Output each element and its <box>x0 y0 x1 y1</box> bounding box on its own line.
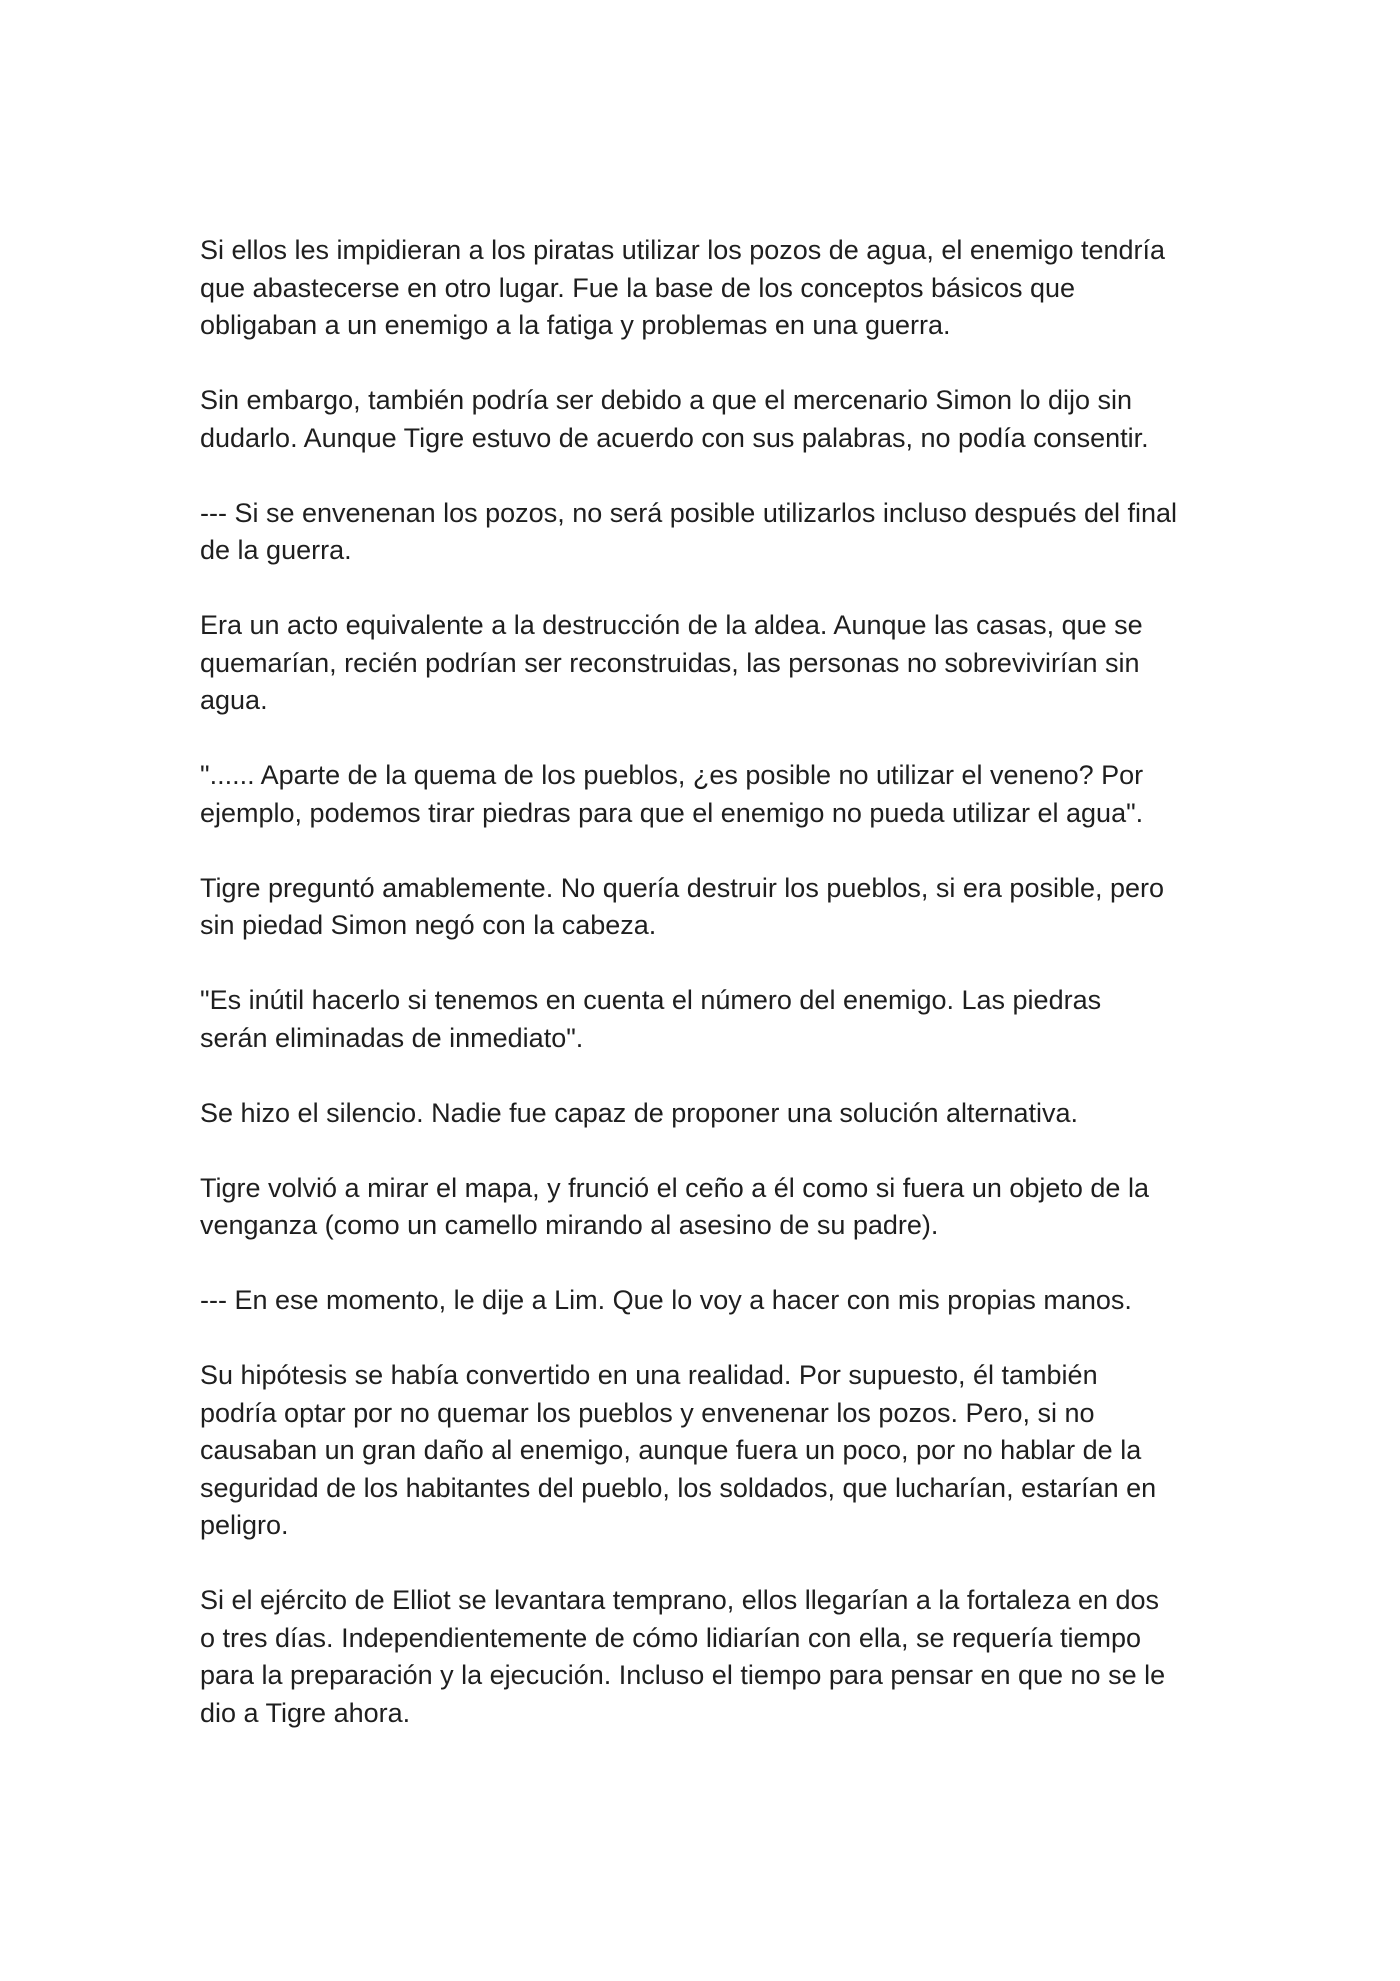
text-line: seguridad de los habitantes del pueblo, los soldados, que lucharían, estarían en <box>200 1472 1157 1503</box>
text-line: Su hipótesis se había convertido en una realidad. Por supuesto, él también <box>200 1360 1098 1390</box>
text-line: sin piedad Simon negó con la cabeza. <box>200 910 657 940</box>
text-line: obligaban a un enemigo a la fatiga y problemas en una guerra. <box>200 310 951 340</box>
text-line: serán eliminadas de inmediato". <box>200 1022 584 1053</box>
text-line: dio a Tigre ahora. <box>200 1697 411 1728</box>
text-line: "Es inútil hacerlo si tenemos en cuenta el número del enemigo. Las piedras <box>200 985 1102 1015</box>
text-line: peligro. <box>200 1510 289 1540</box>
text-line: Si el ejército de Elliot se levantara temprano, ellos llegarían a la fortaleza en dos <box>200 1585 1160 1615</box>
text-line: --- En ese momento, le dije a Lim. Que lo voy a hacer con mis propias manos. <box>200 1285 1132 1315</box>
paragraph <box>200 1095 1210 1133</box>
document-body <box>200 232 1210 1770</box>
text-line: agua. <box>200 685 268 715</box>
text-line: venganza (como un camello mirando al asesino de su padre). <box>200 1210 939 1240</box>
paragraph <box>200 1282 1210 1320</box>
text-line: ejemplo, podemos tirar piedras para que el enemigo no pueda utilizar el agua". <box>200 797 1144 828</box>
paragraph <box>200 382 1210 457</box>
text-line: podría optar por no quemar los pueblos y envenenar los pozos. Pero, si no <box>200 1397 1095 1428</box>
text-line: quemarían, recién podrían ser reconstruidas, las personas no sobrevivirían sin <box>200 647 1140 678</box>
text-line: o tres días. Independientemente de cómo lidiarían con ella, se requería tiempo <box>200 1622 1142 1653</box>
text-line: causaban un gran daño al enemigo, aunque fuera un poco, por no hablar de la <box>200 1435 1142 1465</box>
paragraph <box>200 757 1210 832</box>
text-line: Si ellos les impidieran a los piratas utilizar los pozos de agua, el enemigo tendría <box>200 235 1166 265</box>
text-line: de la guerra. <box>200 535 352 565</box>
paragraph <box>200 232 1210 345</box>
text-line: --- Si se envenenan los pozos, no será posible utilizarlos incluso después del final <box>200 497 1178 528</box>
text-line: que abastecerse en otro lugar. Fue la base de los conceptos básicos que <box>200 272 1076 303</box>
text-line: dudarlo. Aunque Tigre estuvo de acuerdo con sus palabras, no podía consentir. <box>200 422 1149 453</box>
paragraph <box>200 607 1210 720</box>
text-line: Sin embargo, también podría ser debido a que el mercenario Simon lo dijo sin <box>200 385 1133 415</box>
text-line: para la preparación y la ejecución. Incluso el tiempo para pensar en que no se le <box>200 1660 1166 1690</box>
text-line: Se hizo el silencio. Nadie fue capaz de proponer una solución alternativa. <box>200 1097 1079 1128</box>
text-line: "...... Aparte de la quema de los pueblos, ¿es posible no utilizar el veneno? Por <box>200 760 1144 790</box>
paragraph <box>200 870 1210 945</box>
paragraph <box>200 982 1210 1057</box>
text-line: Tigre preguntó amablemente. No quería destruir los pueblos, si era posible, pero <box>200 872 1165 903</box>
paragraph <box>200 1582 1210 1732</box>
paragraph <box>200 495 1210 570</box>
text-line: Tigre volvió a mirar el mapa, y frunció el ceño a él como si fuera un objeto de la <box>200 1172 1149 1203</box>
paragraph <box>200 1357 1210 1545</box>
text-line: Era un acto equivalente a la destrucción de la aldea. Aunque las casas, que se <box>200 610 1143 640</box>
paragraph <box>200 1170 1210 1245</box>
